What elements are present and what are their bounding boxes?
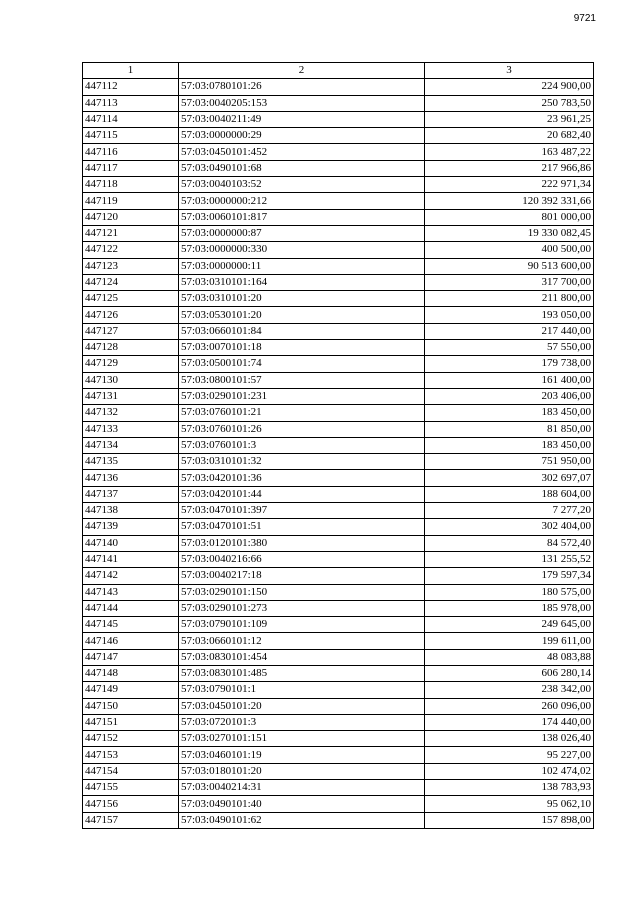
cadastral-number-cell: 57:03:0040205:153 — [179, 95, 425, 111]
column-header-3: 3 — [425, 63, 594, 79]
cadastral-number-cell: 57:03:0040217:18 — [179, 568, 425, 584]
value-cell: 250 783,50 — [425, 95, 594, 111]
row-number-cell: 447150 — [83, 698, 179, 714]
cadastral-number-cell: 57:03:0310101:20 — [179, 291, 425, 307]
cadastral-number-cell: 57:03:0070101:18 — [179, 340, 425, 356]
value-cell: 179 597,34 — [425, 568, 594, 584]
value-cell: 131 255,52 — [425, 551, 594, 567]
value-cell: 188 604,00 — [425, 486, 594, 502]
cadastral-number-cell: 57:03:0760101:21 — [179, 405, 425, 421]
table-row — [83, 519, 594, 535]
table-row — [83, 95, 594, 111]
row-number-cell: 447132 — [83, 405, 179, 421]
row-number-cell: 447144 — [83, 600, 179, 616]
value-cell: 157 898,00 — [425, 812, 594, 828]
row-number-cell: 447124 — [83, 274, 179, 290]
column-header-2: 2 — [179, 63, 425, 79]
value-cell: 185 978,00 — [425, 600, 594, 616]
cadastral-number-cell: 57:03:0800101:57 — [179, 372, 425, 388]
value-cell: 317 700,00 — [425, 274, 594, 290]
cadastral-number-cell: 57:03:0290101:231 — [179, 388, 425, 404]
row-number-cell: 447117 — [83, 160, 179, 176]
row-number-cell: 447157 — [83, 812, 179, 828]
cadastral-number-cell: 57:03:0460101:19 — [179, 747, 425, 763]
table-row — [83, 780, 594, 796]
cadastral-number-cell: 57:03:0660101:12 — [179, 633, 425, 649]
column-header-1: 1 — [83, 63, 179, 79]
value-cell: 193 050,00 — [425, 307, 594, 323]
row-number-cell: 447128 — [83, 340, 179, 356]
cadastral-number-cell: 57:03:0040211:49 — [179, 111, 425, 127]
value-cell: 222 971,34 — [425, 177, 594, 193]
value-cell: 84 572,40 — [425, 535, 594, 551]
table-row — [83, 437, 594, 453]
value-cell: 260 096,00 — [425, 698, 594, 714]
row-number-cell: 447133 — [83, 421, 179, 437]
cadastral-number-cell: 57:03:0490101:40 — [179, 796, 425, 812]
table-row — [83, 193, 594, 209]
value-cell: 138 783,93 — [425, 780, 594, 796]
cadastral-number-cell: 57:03:0660101:84 — [179, 323, 425, 339]
row-number-cell: 447120 — [83, 209, 179, 225]
cadastral-number-cell: 57:03:0790101:109 — [179, 617, 425, 633]
table-row — [83, 649, 594, 665]
cadastral-number-cell: 57:03:0790101:1 — [179, 682, 425, 698]
cadastral-number-cell: 57:03:0470101:397 — [179, 503, 425, 519]
table-row — [83, 323, 594, 339]
row-number-cell: 447142 — [83, 568, 179, 584]
value-cell: 48 083,88 — [425, 649, 594, 665]
registry-table — [82, 62, 594, 829]
table-row — [83, 111, 594, 127]
row-number-cell: 447115 — [83, 128, 179, 144]
value-cell: 238 342,00 — [425, 682, 594, 698]
cadastral-number-cell: 57:03:0490101:62 — [179, 812, 425, 828]
table-row — [83, 340, 594, 356]
row-number-cell: 447138 — [83, 503, 179, 519]
cadastral-number-cell: 57:03:0530101:20 — [179, 307, 425, 323]
row-number-cell: 447126 — [83, 307, 179, 323]
table-row — [83, 470, 594, 486]
cadastral-number-cell: 57:03:0270101:151 — [179, 731, 425, 747]
cadastral-number-cell: 57:03:0830101:485 — [179, 665, 425, 681]
row-number-cell: 447131 — [83, 388, 179, 404]
table-row — [83, 160, 594, 176]
table-row — [83, 209, 594, 225]
cadastral-number-cell: 57:03:0310101:164 — [179, 274, 425, 290]
table-row — [83, 258, 594, 274]
table-row — [83, 307, 594, 323]
table-row — [83, 291, 594, 307]
cadastral-number-cell: 57:03:0780101:26 — [179, 79, 425, 95]
table-row — [83, 177, 594, 193]
cadastral-number-cell: 57:03:0000000:330 — [179, 242, 425, 258]
cadastral-number-cell: 57:03:0040216:66 — [179, 551, 425, 567]
table-row — [83, 274, 594, 290]
value-cell: 751 950,00 — [425, 454, 594, 470]
row-number-cell: 447149 — [83, 682, 179, 698]
cadastral-number-cell: 57:03:0470101:51 — [179, 519, 425, 535]
value-cell: 102 474,02 — [425, 763, 594, 779]
page-number: 9721 — [573, 13, 596, 24]
value-cell: 7 277,20 — [425, 503, 594, 519]
row-number-cell: 447121 — [83, 225, 179, 241]
table-row — [83, 763, 594, 779]
value-cell: 19 330 082,45 — [425, 225, 594, 241]
cadastral-number-cell: 57:03:0000000:11 — [179, 258, 425, 274]
cadastral-number-cell: 57:03:0310101:32 — [179, 454, 425, 470]
table-row — [83, 665, 594, 681]
value-cell: 120 392 331,66 — [425, 193, 594, 209]
row-number-cell: 447153 — [83, 747, 179, 763]
value-cell: 400 500,00 — [425, 242, 594, 258]
cadastral-number-cell: 57:03:0760101:26 — [179, 421, 425, 437]
cadastral-number-cell: 57:03:0720101:3 — [179, 714, 425, 730]
cadastral-number-cell: 57:03:0060101:817 — [179, 209, 425, 225]
cadastral-number-cell: 57:03:0040214:31 — [179, 780, 425, 796]
cadastral-number-cell: 57:03:0290101:273 — [179, 600, 425, 616]
row-number-cell: 447141 — [83, 551, 179, 567]
row-number-cell: 447113 — [83, 95, 179, 111]
value-cell: 23 961,25 — [425, 111, 594, 127]
value-cell: 302 404,00 — [425, 519, 594, 535]
row-number-cell: 447123 — [83, 258, 179, 274]
row-number-cell: 447154 — [83, 763, 179, 779]
table-row — [83, 551, 594, 567]
value-cell: 302 697,07 — [425, 470, 594, 486]
row-number-cell: 447135 — [83, 454, 179, 470]
row-number-cell: 447118 — [83, 177, 179, 193]
row-number-cell: 447139 — [83, 519, 179, 535]
row-number-cell: 447119 — [83, 193, 179, 209]
row-number-cell: 447147 — [83, 649, 179, 665]
table-row — [83, 731, 594, 747]
table-row — [83, 388, 594, 404]
table-row — [83, 796, 594, 812]
value-cell: 183 450,00 — [425, 437, 594, 453]
table-row — [83, 128, 594, 144]
table-row — [83, 600, 594, 616]
value-cell: 20 682,40 — [425, 128, 594, 144]
value-cell: 57 550,00 — [425, 340, 594, 356]
row-number-cell: 447143 — [83, 584, 179, 600]
cadastral-number-cell: 57:03:0290101:150 — [179, 584, 425, 600]
table-row — [83, 225, 594, 241]
table-row — [83, 535, 594, 551]
cadastral-number-cell: 57:03:0000000:212 — [179, 193, 425, 209]
value-cell: 217 440,00 — [425, 323, 594, 339]
value-cell: 203 406,00 — [425, 388, 594, 404]
value-cell: 90 513 600,00 — [425, 258, 594, 274]
row-number-cell: 447114 — [83, 111, 179, 127]
value-cell: 174 440,00 — [425, 714, 594, 730]
row-number-cell: 447130 — [83, 372, 179, 388]
row-number-cell: 447122 — [83, 242, 179, 258]
table-row — [83, 486, 594, 502]
row-number-cell: 447134 — [83, 437, 179, 453]
table-row — [83, 372, 594, 388]
row-number-cell: 447137 — [83, 486, 179, 502]
value-cell: 81 850,00 — [425, 421, 594, 437]
value-cell: 224 900,00 — [425, 79, 594, 95]
row-number-cell: 447136 — [83, 470, 179, 486]
table-row — [83, 633, 594, 649]
value-cell: 606 280,14 — [425, 665, 594, 681]
value-cell: 163 487,22 — [425, 144, 594, 160]
table-row — [83, 242, 594, 258]
cadastral-number-cell: 57:03:0450101:20 — [179, 698, 425, 714]
cadastral-number-cell: 57:03:0830101:454 — [179, 649, 425, 665]
table-header-row — [83, 63, 594, 79]
row-number-cell: 447140 — [83, 535, 179, 551]
table-row — [83, 503, 594, 519]
cadastral-number-cell: 57:03:0000000:29 — [179, 128, 425, 144]
row-number-cell: 447125 — [83, 291, 179, 307]
table-row — [83, 79, 594, 95]
value-cell: 95 227,00 — [425, 747, 594, 763]
value-cell: 161 400,00 — [425, 372, 594, 388]
value-cell: 211 800,00 — [425, 291, 594, 307]
cadastral-number-cell: 57:03:0180101:20 — [179, 763, 425, 779]
table-row — [83, 421, 594, 437]
row-number-cell: 447152 — [83, 731, 179, 747]
cadastral-number-cell: 57:03:0420101:36 — [179, 470, 425, 486]
table-body — [83, 79, 594, 829]
cadastral-number-cell: 57:03:0000000:87 — [179, 225, 425, 241]
cadastral-number-cell: 57:03:0490101:68 — [179, 160, 425, 176]
value-cell: 199 611,00 — [425, 633, 594, 649]
value-cell: 801 000,00 — [425, 209, 594, 225]
cadastral-number-cell: 57:03:0040103:52 — [179, 177, 425, 193]
row-number-cell: 447145 — [83, 617, 179, 633]
row-number-cell: 447148 — [83, 665, 179, 681]
value-cell: 180 575,00 — [425, 584, 594, 600]
value-cell: 179 738,00 — [425, 356, 594, 372]
row-number-cell: 447155 — [83, 780, 179, 796]
cadastral-number-cell: 57:03:0760101:3 — [179, 437, 425, 453]
table-row — [83, 617, 594, 633]
value-cell: 217 966,86 — [425, 160, 594, 176]
row-number-cell: 447112 — [83, 79, 179, 95]
cadastral-number-cell: 57:03:0500101:74 — [179, 356, 425, 372]
table-row — [83, 714, 594, 730]
row-number-cell: 447151 — [83, 714, 179, 730]
table-row — [83, 747, 594, 763]
table-row — [83, 682, 594, 698]
value-cell: 183 450,00 — [425, 405, 594, 421]
cadastral-number-cell: 57:03:0420101:44 — [179, 486, 425, 502]
table-row — [83, 454, 594, 470]
value-cell: 95 062,10 — [425, 796, 594, 812]
table-row — [83, 812, 594, 828]
table-row — [83, 568, 594, 584]
value-cell: 249 645,00 — [425, 617, 594, 633]
table-row — [83, 584, 594, 600]
row-number-cell: 447127 — [83, 323, 179, 339]
row-number-cell: 447146 — [83, 633, 179, 649]
table-row — [83, 405, 594, 421]
cadastral-number-cell: 57:03:0450101:452 — [179, 144, 425, 160]
value-cell: 138 026,40 — [425, 731, 594, 747]
table-row — [83, 698, 594, 714]
cadastral-number-cell: 57:03:0120101:380 — [179, 535, 425, 551]
table-row — [83, 356, 594, 372]
row-number-cell: 447116 — [83, 144, 179, 160]
table-row — [83, 144, 594, 160]
row-number-cell: 447129 — [83, 356, 179, 372]
row-number-cell: 447156 — [83, 796, 179, 812]
